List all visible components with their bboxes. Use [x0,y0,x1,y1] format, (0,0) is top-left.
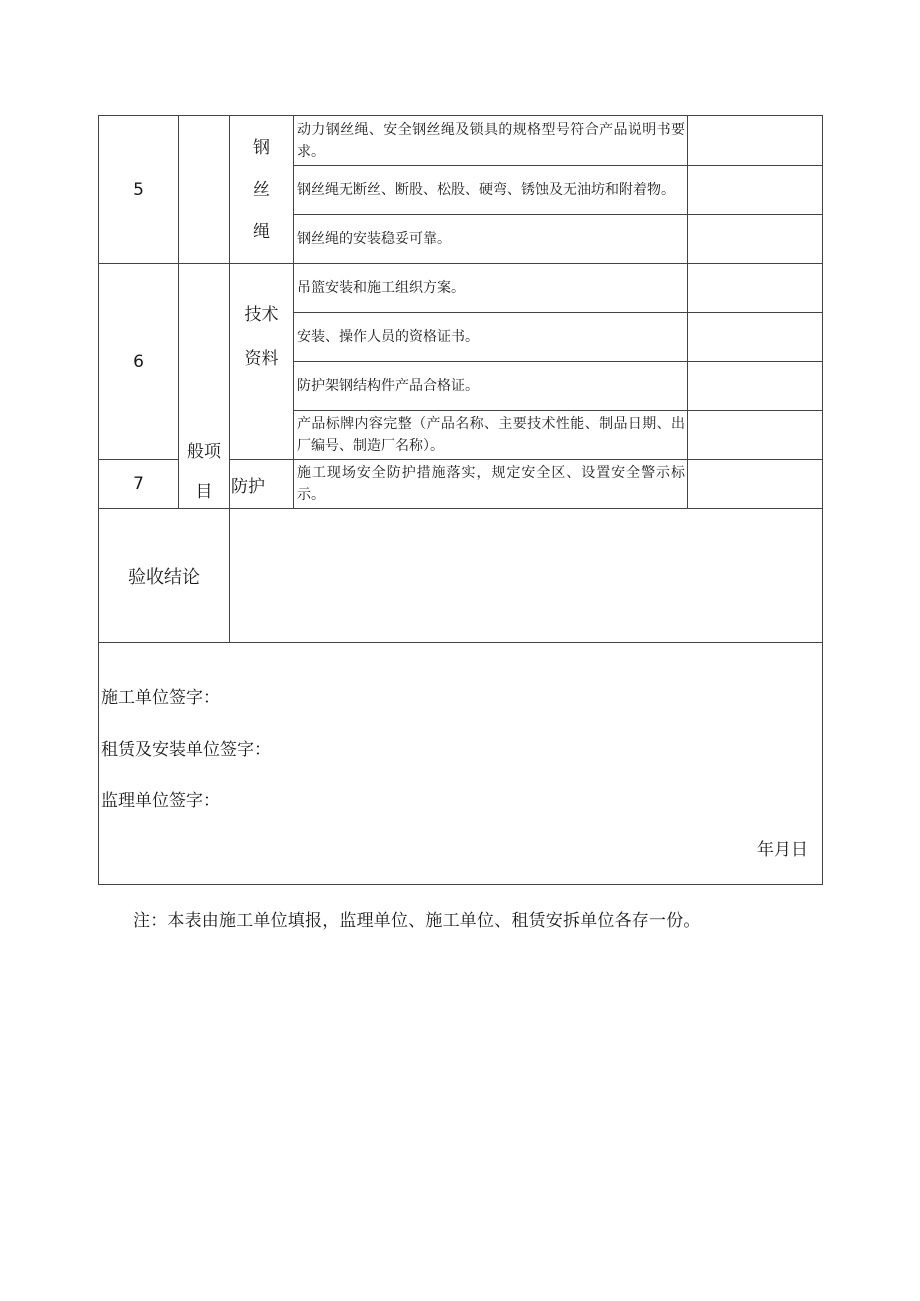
result-cell[interactable] [688,215,823,264]
category-char: 绳 [253,221,270,242]
table-row [99,264,823,313]
general-label-line: 目 [195,482,213,502]
signature-block [99,643,823,885]
check-item: 吊篮安装和施工组织方案。 [294,264,688,313]
table-row [99,643,823,885]
result-cell[interactable] [688,362,823,411]
inspection-table [98,115,823,885]
lease-install-signature-label: 租赁及安装单位签字： [101,740,271,760]
check-item: 钢丝绳的安装稳妥可靠。 [294,215,688,264]
check-item: 钢丝绳无断丝、断股、松股、硬弯、锈蚀及无油坊和附着物。 [294,166,688,215]
row-number-5: 5 [99,116,179,264]
general-items-label [179,264,230,509]
check-item: 防护架钢结构件产品合格证。 [294,362,688,411]
result-cell[interactable] [688,116,823,166]
result-cell[interactable] [688,460,823,509]
row-number-7: 7 [99,460,179,509]
table-row [99,509,823,643]
result-cell[interactable] [688,411,823,460]
category-tech-docs [230,264,294,460]
table-row [99,116,823,166]
category-protection: 防护 [230,460,294,509]
category-char: 钢 [253,137,270,158]
check-item: 安装、操作人员的资格证书。 [294,313,688,362]
result-cell[interactable] [688,166,823,215]
construction-signature-label: 施工单位签字： [101,688,220,708]
category-wire-rope [230,116,294,264]
empty-cell [179,116,230,264]
result-cell[interactable] [688,313,823,362]
check-item: 动力钢丝绳、安全钢丝绳及锁具的规格型号符合产品说明书要求。 [294,116,688,166]
date-label: 年月日 [757,840,808,860]
conclusion-label: 验收结论 [99,509,230,643]
category-line: 资料 [244,348,279,369]
footnote: 注：本表由施工单位填报，监理单位、施工单位、租赁安拆单位各存一份。 [133,911,701,931]
result-cell[interactable] [688,264,823,313]
row-number-6: 6 [99,264,179,460]
supervision-signature-label: 监理单位签字： [101,791,220,811]
general-label-line: 般项 [187,442,221,462]
conclusion-field[interactable] [230,509,823,643]
check-item: 施工现场安全防护措施落实，规定安全区、设置安全警示标示。 [294,460,688,509]
category-line: 技术 [244,304,279,325]
check-item: 产品标牌内容完整（产品名称、主要技术性能、制品日期、出厂编号、制造厂名称）。 [294,411,688,460]
category-char: 丝 [253,179,270,200]
